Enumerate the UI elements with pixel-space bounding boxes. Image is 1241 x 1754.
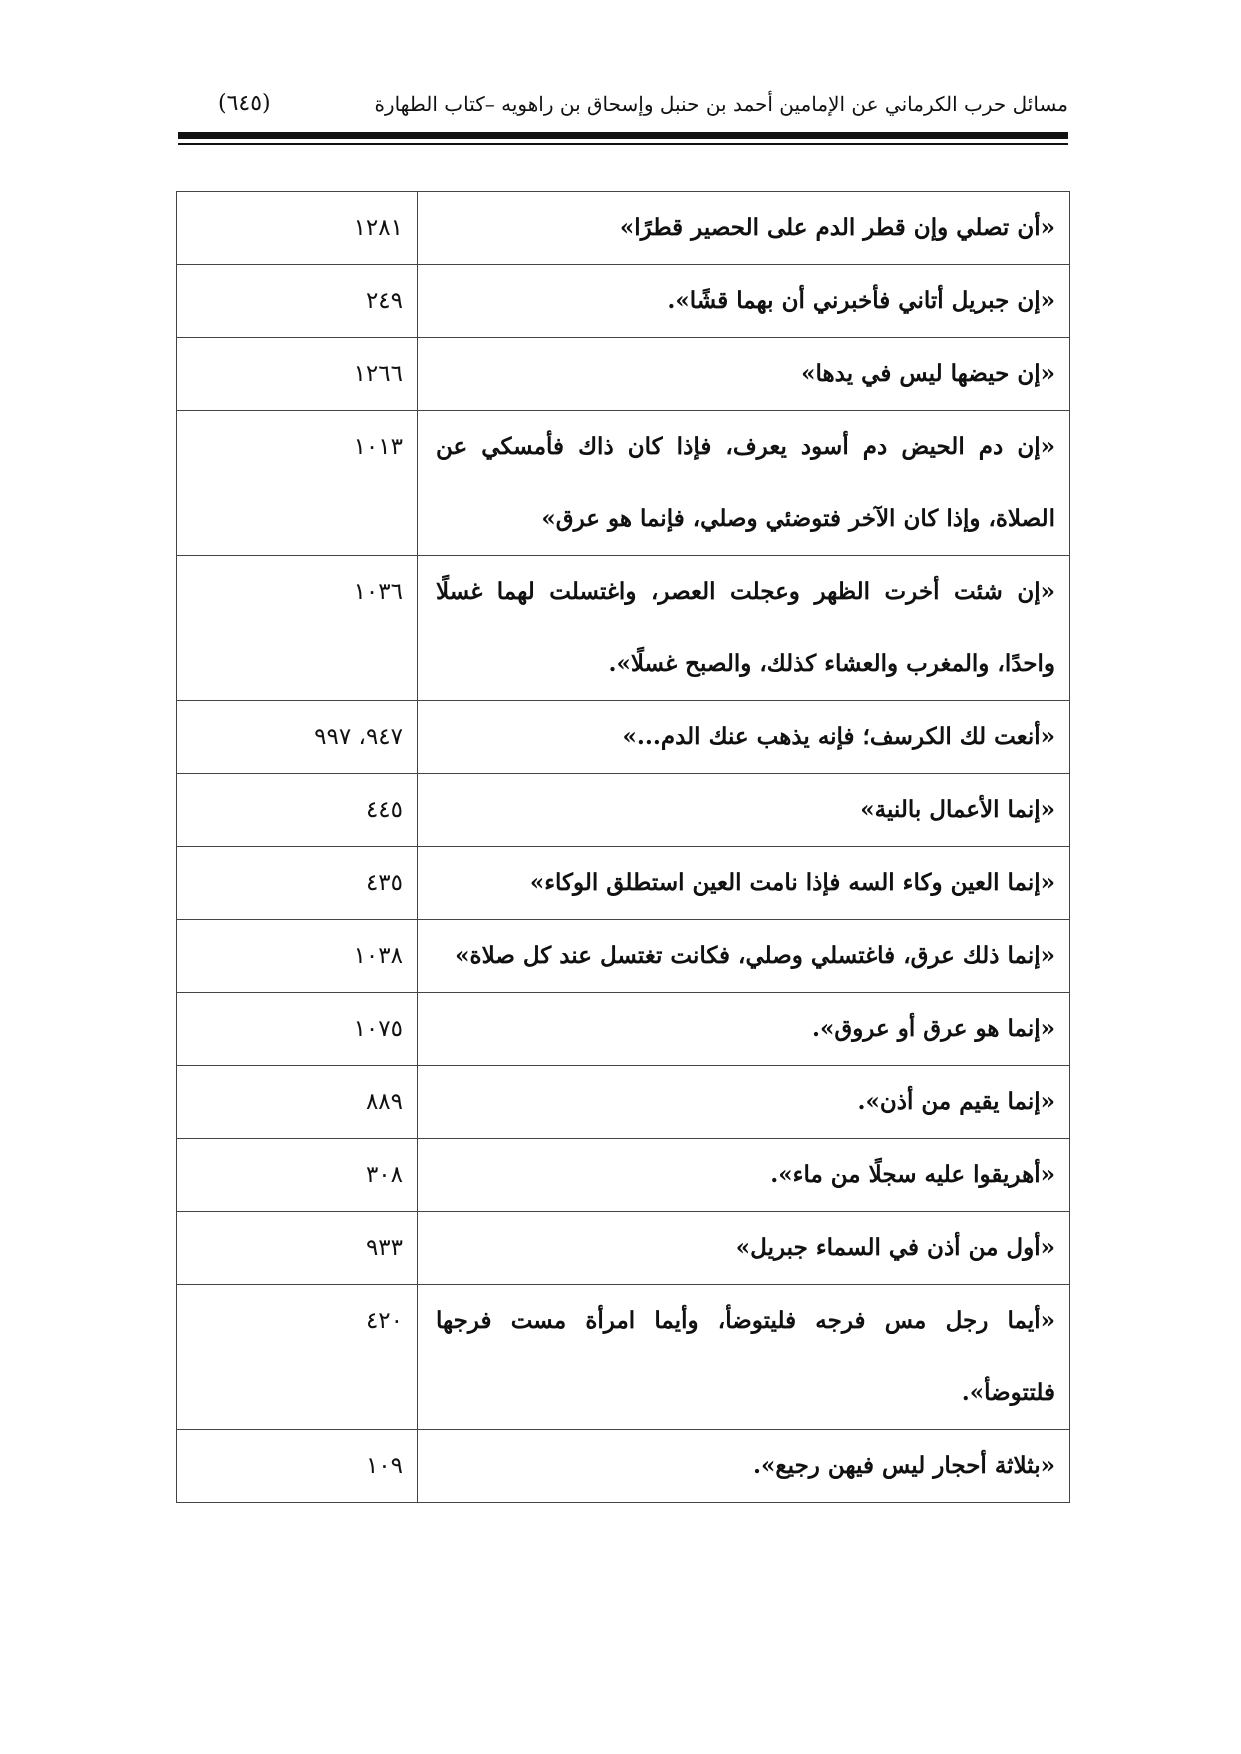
reference-cell: [177, 993, 418, 1066]
reference-numbers: ١٠٣٦: [353, 579, 403, 605]
reference-cell: [177, 192, 418, 265]
table-row: [177, 920, 1070, 993]
hadith-text: «إنما الأعمال بالنية»: [860, 796, 1055, 823]
reference-cell: [177, 556, 418, 701]
reference-numbers: ٢٤٩: [365, 288, 403, 314]
hadith-text: «إنما ذلك عرق، فاغتسلي وصلي، فكانت تغتسل عند كل صلاة»: [455, 942, 1055, 969]
reference-numbers: ٤٤٥: [365, 797, 403, 823]
reference-cell: [177, 338, 418, 411]
reference-cell: [177, 920, 418, 993]
hadith-text: «إنما العين وكاء السه فإذا نامت العين استطلق الوكاء»: [529, 869, 1055, 896]
reference-numbers: ٣٠٨: [365, 1162, 403, 1188]
table-row: [177, 774, 1070, 847]
hadith-text-cell: [418, 338, 1070, 411]
hadith-text: «إنما هو عرق أو عروق».: [811, 1015, 1055, 1042]
hadith-text: «إن شئت أخرت الظهر وعجلت العصر، واغتسلت لهما غسلًا واحدًا، والمغرب والعشاء كذلك، والصبح غسلًا».: [436, 578, 1055, 677]
hadith-text-cell: [418, 993, 1070, 1066]
hadith-text-cell: [418, 192, 1070, 265]
hadith-text-cell: [418, 1139, 1070, 1212]
table-row: [177, 847, 1070, 920]
reference-numbers: ١٢٨١: [353, 215, 403, 241]
reference-numbers: ٩٣٣: [365, 1235, 403, 1261]
hadith-text: «إن دم الحيض دم أسود يعرف، فإذا كان ذاك فأمسكي عن الصلاة، وإذا كان الآخر فتوضئي وصلي، فإنما هو عرق»: [436, 433, 1055, 532]
header-rule-thin: [178, 143, 1068, 145]
reference-numbers: ١٠٧٥: [353, 1016, 403, 1042]
table-row: [177, 1212, 1070, 1285]
table-row: [177, 265, 1070, 338]
reference-numbers: ٤٢٠: [365, 1308, 403, 1334]
reference-numbers: ١٠٩: [365, 1453, 403, 1479]
table-row: [177, 556, 1070, 701]
hadith-text-cell: [418, 701, 1070, 774]
page-number: (٦٤٥): [218, 91, 271, 116]
hadith-text: «إنما يقيم من أذن».: [857, 1088, 1055, 1115]
hadith-text-cell: [418, 1430, 1070, 1503]
table-row: [177, 1139, 1070, 1212]
hadith-text: «إن حيضها ليس في يدها»: [801, 360, 1055, 387]
table-row: [177, 192, 1070, 265]
hadith-text: «أهريقوا عليه سجلًا من ماء».: [770, 1161, 1055, 1188]
reference-cell: [177, 1139, 418, 1212]
hadith-text-cell: [418, 920, 1070, 993]
reference-numbers: ١٠١٣: [353, 434, 403, 460]
reference-cell: [177, 265, 418, 338]
reference-numbers: ٩٤٧، ٩٩٧: [314, 724, 403, 750]
reference-numbers: ١٢٦٦: [353, 361, 403, 387]
table-row: [177, 1430, 1070, 1503]
hadith-text: «أن تصلي وإن قطر الدم على الحصير قطرًا»: [619, 214, 1055, 241]
reference-numbers: ٨٨٩: [365, 1089, 403, 1115]
reference-numbers: ٤٣٥: [365, 870, 403, 896]
table-row: [177, 1066, 1070, 1139]
hadith-text-cell: [418, 1212, 1070, 1285]
table-row: [177, 338, 1070, 411]
reference-cell: [177, 774, 418, 847]
reference-cell: [177, 847, 418, 920]
hadith-text-cell: [418, 1285, 1070, 1430]
hadith-text-cell: [418, 774, 1070, 847]
reference-cell: [177, 701, 418, 774]
reference-cell: [177, 1066, 418, 1139]
reference-cell: [177, 411, 418, 556]
running-title: مسائل حرب الكرماني عن الإمامين أحمد بن حنبل وإسحاق بن راهويه –كتاب الطهارة: [374, 92, 1068, 116]
hadith-text: «أيما رجل مس فرجه فليتوضأ، وأيما امرأة مست فرجها فلتتوضأ».: [436, 1307, 1055, 1406]
table-row: [177, 1285, 1070, 1430]
reference-cell: [177, 1212, 418, 1285]
hadith-text-cell: [418, 265, 1070, 338]
page-header: [178, 84, 1068, 124]
table-row: [177, 411, 1070, 556]
hadith-index-table: [176, 191, 1070, 1503]
reference-cell: [177, 1430, 418, 1503]
hadith-text-cell: [418, 1066, 1070, 1139]
table-row: [177, 701, 1070, 774]
hadith-text-cell: [418, 556, 1070, 701]
hadith-text: «أنعت لك الكرسف؛ فإنه يذهب عنك الدم...»: [622, 723, 1055, 750]
table-row: [177, 993, 1070, 1066]
hadith-text: «بثلاثة أحجار ليس فيهن رجيع».: [753, 1452, 1055, 1479]
hadith-text: «أول من أذن في السماء جبريل»: [735, 1234, 1055, 1261]
reference-cell: [177, 1285, 418, 1430]
reference-numbers: ١٠٣٨: [353, 943, 403, 969]
header-rule-thick: [178, 132, 1068, 139]
hadith-text-cell: [418, 847, 1070, 920]
hadith-text-cell: [418, 411, 1070, 556]
hadith-text: «إن جبريل أتاني فأخبرني أن بهما قشًا».: [667, 287, 1055, 314]
